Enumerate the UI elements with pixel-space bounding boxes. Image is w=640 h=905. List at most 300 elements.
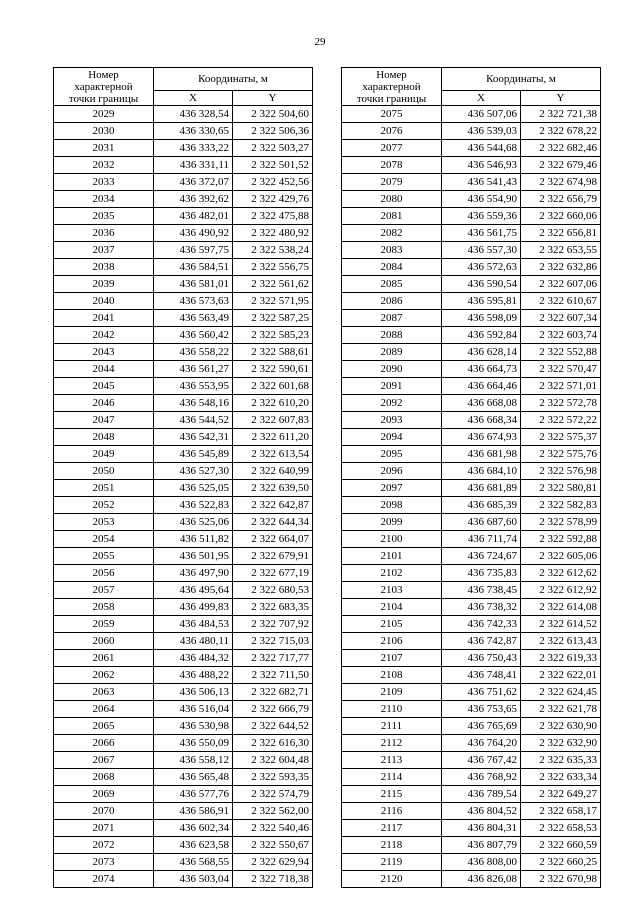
x-coordinate-cell: 436 748,41 (442, 667, 521, 684)
point-number-cell: 2114 (342, 769, 442, 786)
point-number-cell: 2040 (54, 293, 154, 310)
point-number-cell: 2057 (54, 582, 154, 599)
y-coordinate-cell: 2 322 607,06 (521, 276, 601, 293)
x-coordinate-cell: 436 674,93 (442, 429, 521, 446)
x-coordinate-cell: 436 545,89 (154, 446, 233, 463)
x-coordinate-cell: 436 685,39 (442, 497, 521, 514)
table-row (342, 174, 601, 191)
point-number-cell: 2097 (342, 480, 442, 497)
x-coordinate-cell: 436 557,30 (442, 242, 521, 259)
table-row (54, 140, 313, 157)
x-coordinate-cell: 436 807,79 (442, 837, 521, 854)
y-coordinate-cell: 2 322 658,17 (521, 803, 601, 820)
y-coordinate-cell: 2 322 580,81 (521, 480, 601, 497)
point-number-cell: 2083 (342, 242, 442, 259)
y-coordinate-cell: 2 322 677,19 (233, 565, 313, 582)
point-number-cell: 2081 (342, 208, 442, 225)
y-coordinate-cell: 2 322 664,07 (233, 531, 313, 548)
y-coordinate-cell: 2 322 562,00 (233, 803, 313, 820)
table-row (342, 242, 601, 259)
y-coordinate-cell: 2 322 605,06 (521, 548, 601, 565)
point-number-cell: 2113 (342, 752, 442, 769)
table-row (54, 531, 313, 548)
x-coordinate-cell: 436 560,42 (154, 327, 233, 344)
coordinates-table-body (54, 106, 313, 888)
point-number-cell: 2077 (342, 140, 442, 157)
x-coordinate-cell: 436 548,16 (154, 395, 233, 412)
point-number-cell: 2030 (54, 123, 154, 140)
y-coordinate-cell: 2 322 601,68 (233, 378, 313, 395)
x-coordinate-cell: 436 516,04 (154, 701, 233, 718)
x-coordinate-cell: 436 541,43 (442, 174, 521, 191)
point-number-cell: 2115 (342, 786, 442, 803)
point-number-cell: 2093 (342, 412, 442, 429)
point-number-cell: 2090 (342, 361, 442, 378)
point-number-cell: 2084 (342, 259, 442, 276)
x-coordinate-cell: 436 742,87 (442, 633, 521, 650)
y-coordinate-cell: 2 322 632,90 (521, 735, 601, 752)
table-row (54, 565, 313, 582)
x-coordinate-cell: 436 826,08 (442, 871, 521, 888)
x-coordinate-cell: 436 687,60 (442, 514, 521, 531)
table-row (54, 429, 313, 446)
y-coordinate-cell: 2 322 653,55 (521, 242, 601, 259)
table-row (342, 429, 601, 446)
point-number-cell: 2066 (54, 735, 154, 752)
point-number-cell: 2102 (342, 565, 442, 582)
x-coordinate-cell: 436 554,90 (442, 191, 521, 208)
table-row (54, 803, 313, 820)
y-coordinate-cell: 2 322 570,47 (521, 361, 601, 378)
table-row (54, 854, 313, 871)
y-coordinate-cell: 2 322 633,34 (521, 769, 601, 786)
y-header: Y (233, 91, 313, 106)
coordinates-table-body (342, 106, 601, 888)
x-coordinate-cell: 436 501,95 (154, 548, 233, 565)
point-number-cell: 2079 (342, 174, 442, 191)
y-coordinate-cell: 2 322 592,88 (521, 531, 601, 548)
point-number-cell: 2099 (342, 514, 442, 531)
y-coordinate-cell: 2 322 612,92 (521, 582, 601, 599)
point-number-cell: 2076 (342, 123, 442, 140)
table-row (342, 463, 601, 480)
y-coordinate-cell: 2 322 578,99 (521, 514, 601, 531)
x-coordinate-cell: 436 553,95 (154, 378, 233, 395)
point-number-cell: 2056 (54, 565, 154, 582)
y-coordinate-cell: 2 322 660,25 (521, 854, 601, 871)
point-number-cell: 2094 (342, 429, 442, 446)
point-number-cell: 2070 (54, 803, 154, 820)
y-coordinate-cell: 2 322 504,60 (233, 106, 313, 123)
table-row (54, 599, 313, 616)
y-coordinate-cell: 2 322 644,52 (233, 718, 313, 735)
point-number-cell: 2059 (54, 616, 154, 633)
point-number-cell: 2052 (54, 497, 154, 514)
x-coordinate-cell: 436 511,82 (154, 531, 233, 548)
point-number-cell: 2055 (54, 548, 154, 565)
table-row (342, 123, 601, 140)
y-coordinate-cell: 2 322 683,35 (233, 599, 313, 616)
table-row (54, 208, 313, 225)
point-number-cell: 2035 (54, 208, 154, 225)
point-number-cell: 2109 (342, 684, 442, 701)
table-row (342, 854, 601, 871)
y-coordinate-cell: 2 322 635,33 (521, 752, 601, 769)
table-row (342, 412, 601, 429)
point-number-cell: 2074 (54, 871, 154, 888)
x-coordinate-cell: 436 539,03 (442, 123, 521, 140)
x-coordinate-cell: 436 506,13 (154, 684, 233, 701)
table-row (54, 242, 313, 259)
point-number-cell: 2092 (342, 395, 442, 412)
y-coordinate-cell: 2 322 604,48 (233, 752, 313, 769)
point-number-cell: 2038 (54, 259, 154, 276)
point-number-cell: 2087 (342, 310, 442, 327)
table-row (54, 650, 313, 667)
x-coordinate-cell: 436 735,83 (442, 565, 521, 582)
point-number-cell: 2073 (54, 854, 154, 871)
y-coordinate-cell: 2 322 670,98 (521, 871, 601, 888)
x-coordinate-cell: 436 751,62 (442, 684, 521, 701)
point-number-cell: 2112 (342, 735, 442, 752)
x-coordinate-cell: 436 808,00 (442, 854, 521, 871)
y-coordinate-cell: 2 322 607,83 (233, 412, 313, 429)
y-coordinate-cell: 2 322 678,22 (521, 123, 601, 140)
point-number-cell: 2061 (54, 650, 154, 667)
x-coordinate-cell: 436 563,49 (154, 310, 233, 327)
point-number-header-line: характерной (74, 80, 133, 93)
y-coordinate-cell: 2 322 682,71 (233, 684, 313, 701)
y-coordinate-cell: 2 322 613,43 (521, 633, 601, 650)
y-coordinate-cell: 2 322 590,61 (233, 361, 313, 378)
point-number-cell: 2069 (54, 786, 154, 803)
point-number-cell: 2048 (54, 429, 154, 446)
table-row (342, 599, 601, 616)
point-number-cell: 2085 (342, 276, 442, 293)
x-coordinate-cell: 436 664,46 (442, 378, 521, 395)
point-number-cell: 2046 (54, 395, 154, 412)
x-coordinate-cell: 436 372,07 (154, 174, 233, 191)
point-number-cell: 2119 (342, 854, 442, 871)
point-number-cell: 2067 (54, 752, 154, 769)
point-number-cell: 2103 (342, 582, 442, 599)
y-coordinate-cell: 2 322 679,46 (521, 157, 601, 174)
table-row (342, 276, 601, 293)
point-number-cell: 2034 (54, 191, 154, 208)
x-coordinate-cell: 436 598,09 (442, 310, 521, 327)
x-coordinate-cell: 436 507,06 (442, 106, 521, 123)
coordinates-header: Координаты, м (154, 68, 313, 91)
point-number-cell: 2105 (342, 616, 442, 633)
x-coordinate-cell: 436 503,04 (154, 871, 233, 888)
x-coordinate-cell: 436 497,90 (154, 565, 233, 582)
y-coordinate-cell: 2 322 616,30 (233, 735, 313, 752)
y-coordinate-cell: 2 322 656,79 (521, 191, 601, 208)
x-coordinate-cell: 436 590,54 (442, 276, 521, 293)
table-row (54, 837, 313, 854)
y-coordinate-cell: 2 322 658,53 (521, 820, 601, 837)
x-coordinate-cell: 436 804,52 (442, 803, 521, 820)
x-coordinate-cell: 436 544,52 (154, 412, 233, 429)
y-coordinate-cell: 2 322 649,27 (521, 786, 601, 803)
table-row (54, 446, 313, 463)
y-coordinate-cell: 2 322 660,59 (521, 837, 601, 854)
y-coordinate-cell: 2 322 640,99 (233, 463, 313, 480)
x-coordinate-cell: 436 765,69 (442, 718, 521, 735)
x-coordinate-cell: 436 544,68 (442, 140, 521, 157)
x-coordinate-cell: 436 495,64 (154, 582, 233, 599)
x-coordinate-cell: 436 559,36 (442, 208, 521, 225)
point-number-cell: 2042 (54, 327, 154, 344)
x-coordinate-cell: 436 586,91 (154, 803, 233, 820)
point-number-cell: 2032 (54, 157, 154, 174)
table-row (54, 378, 313, 395)
table-row (54, 225, 313, 242)
x-coordinate-cell: 436 488,22 (154, 667, 233, 684)
table-row (342, 157, 601, 174)
table-row (342, 701, 601, 718)
point-number-cell: 2047 (54, 412, 154, 429)
y-coordinate-cell: 2 322 610,20 (233, 395, 313, 412)
y-coordinate-cell: 2 322 711,50 (233, 667, 313, 684)
table-row (54, 157, 313, 174)
x-coordinate-cell: 436 804,31 (442, 820, 521, 837)
table-row (342, 106, 601, 123)
table-row (342, 616, 601, 633)
y-coordinate-cell: 2 322 656,81 (521, 225, 601, 242)
point-number-cell: 2060 (54, 633, 154, 650)
table-row (342, 497, 601, 514)
y-coordinate-cell: 2 322 639,50 (233, 480, 313, 497)
y-header: Y (521, 91, 601, 106)
x-coordinate-cell: 436 330,65 (154, 123, 233, 140)
x-coordinate-cell: 436 525,06 (154, 514, 233, 531)
y-coordinate-cell: 2 322 561,62 (233, 276, 313, 293)
y-coordinate-cell: 2 322 682,46 (521, 140, 601, 157)
table-row (342, 225, 601, 242)
point-number-cell: 2098 (342, 497, 442, 514)
point-number-header-line: характерной (362, 80, 421, 93)
point-number-cell: 2108 (342, 667, 442, 684)
x-coordinate-cell: 436 490,92 (154, 225, 233, 242)
point-number-cell: 2106 (342, 633, 442, 650)
y-coordinate-cell: 2 322 556,75 (233, 259, 313, 276)
y-coordinate-cell: 2 322 630,90 (521, 718, 601, 735)
point-number-cell: 2065 (54, 718, 154, 735)
x-coordinate-cell: 436 522,83 (154, 497, 233, 514)
y-coordinate-cell: 2 322 587,25 (233, 310, 313, 327)
table-row (342, 327, 601, 344)
point-number-cell: 2071 (54, 820, 154, 837)
point-number-cell: 2043 (54, 344, 154, 361)
table-row (342, 803, 601, 820)
table-row (342, 191, 601, 208)
table-row (342, 718, 601, 735)
point-number-cell: 2107 (342, 650, 442, 667)
point-number-cell: 2075 (342, 106, 442, 123)
x-coordinate-cell: 436 484,32 (154, 650, 233, 667)
y-coordinate-cell: 2 322 718,38 (233, 871, 313, 888)
table-row (54, 616, 313, 633)
point-number-cell: 2116 (342, 803, 442, 820)
point-number-cell: 2033 (54, 174, 154, 191)
y-coordinate-cell: 2 322 452,56 (233, 174, 313, 191)
point-number-cell: 2118 (342, 837, 442, 854)
point-number-cell: 2062 (54, 667, 154, 684)
point-number-cell: 2072 (54, 837, 154, 854)
y-coordinate-cell: 2 322 593,35 (233, 769, 313, 786)
y-coordinate-cell: 2 322 612,62 (521, 565, 601, 582)
x-coordinate-cell: 436 668,34 (442, 412, 521, 429)
y-coordinate-cell: 2 322 572,22 (521, 412, 601, 429)
x-coordinate-cell: 436 499,83 (154, 599, 233, 616)
y-coordinate-cell: 2 322 680,53 (233, 582, 313, 599)
point-number-cell: 2037 (54, 242, 154, 259)
y-coordinate-cell: 2 322 607,34 (521, 310, 601, 327)
table-row (54, 480, 313, 497)
x-coordinate-cell: 436 623,58 (154, 837, 233, 854)
x-coordinate-cell: 436 482,01 (154, 208, 233, 225)
x-coordinate-cell: 436 764,20 (442, 735, 521, 752)
point-number-header-line: Номер (88, 68, 119, 81)
y-coordinate-cell: 2 322 571,01 (521, 378, 601, 395)
y-coordinate-cell: 2 322 575,76 (521, 446, 601, 463)
point-number-cell: 2080 (342, 191, 442, 208)
point-number-cell: 2063 (54, 684, 154, 701)
coordinates-table-left (53, 67, 313, 888)
x-coordinate-cell: 436 525,05 (154, 480, 233, 497)
point-number-header (342, 68, 442, 106)
page-number: 29 (314, 36, 326, 48)
point-number-cell: 2039 (54, 276, 154, 293)
x-coordinate-cell: 436 392,62 (154, 191, 233, 208)
y-coordinate-cell: 2 322 610,67 (521, 293, 601, 310)
point-number-cell: 2051 (54, 480, 154, 497)
y-coordinate-cell: 2 322 619,33 (521, 650, 601, 667)
y-coordinate-cell: 2 322 588,61 (233, 344, 313, 361)
table-row (342, 259, 601, 276)
point-number-cell: 2068 (54, 769, 154, 786)
table-row (342, 650, 601, 667)
y-coordinate-cell: 2 322 644,34 (233, 514, 313, 531)
x-coordinate-cell: 436 328,54 (154, 106, 233, 123)
table-row (342, 548, 601, 565)
table-row (54, 582, 313, 599)
point-number-header-line: Номер (376, 68, 407, 81)
table-row (54, 701, 313, 718)
x-coordinate-cell: 436 789,54 (442, 786, 521, 803)
table-row (342, 735, 601, 752)
x-coordinate-cell: 436 584,51 (154, 259, 233, 276)
table-row (54, 293, 313, 310)
table-row (54, 463, 313, 480)
y-coordinate-cell: 2 322 572,78 (521, 395, 601, 412)
y-coordinate-cell: 2 322 506,36 (233, 123, 313, 140)
point-number-cell: 2096 (342, 463, 442, 480)
table-row (342, 344, 601, 361)
y-coordinate-cell: 2 322 613,54 (233, 446, 313, 463)
y-coordinate-cell: 2 322 429,76 (233, 191, 313, 208)
x-coordinate-cell: 436 558,22 (154, 344, 233, 361)
table-row (54, 820, 313, 837)
point-number-cell: 2054 (54, 531, 154, 548)
x-header: X (442, 91, 521, 106)
x-coordinate-cell: 436 527,30 (154, 463, 233, 480)
y-coordinate-cell: 2 322 707,92 (233, 616, 313, 633)
y-coordinate-cell: 2 322 614,08 (521, 599, 601, 616)
x-coordinate-cell: 436 738,45 (442, 582, 521, 599)
point-number-cell: 2078 (342, 157, 442, 174)
table-row (54, 514, 313, 531)
table-row (54, 123, 313, 140)
table-row (342, 786, 601, 803)
point-number-cell: 2058 (54, 599, 154, 616)
y-coordinate-cell: 2 322 629,94 (233, 854, 313, 871)
y-coordinate-cell: 2 322 576,98 (521, 463, 601, 480)
table-row (342, 361, 601, 378)
point-number-cell: 2117 (342, 820, 442, 837)
table-row (54, 412, 313, 429)
table-row (54, 735, 313, 752)
table-row (342, 208, 601, 225)
table-row (342, 871, 601, 888)
table-row (54, 106, 313, 123)
point-number-cell: 2031 (54, 140, 154, 157)
y-coordinate-cell: 2 322 721,38 (521, 106, 601, 123)
x-coordinate-cell: 436 573,63 (154, 293, 233, 310)
point-number-cell: 2041 (54, 310, 154, 327)
y-coordinate-cell: 2 322 642,87 (233, 497, 313, 514)
table-row (342, 378, 601, 395)
point-number-header (54, 68, 154, 106)
table-row (342, 480, 601, 497)
table-row (54, 327, 313, 344)
table-row (54, 174, 313, 191)
point-number-cell: 2049 (54, 446, 154, 463)
table-row (54, 633, 313, 650)
y-coordinate-cell: 2 322 715,03 (233, 633, 313, 650)
table-row (54, 769, 313, 786)
y-coordinate-cell: 2 322 571,95 (233, 293, 313, 310)
x-coordinate-cell: 436 711,74 (442, 531, 521, 548)
x-coordinate-cell: 436 530,98 (154, 718, 233, 735)
y-coordinate-cell: 2 322 624,45 (521, 684, 601, 701)
x-coordinate-cell: 436 595,81 (442, 293, 521, 310)
x-header: X (154, 91, 233, 106)
point-number-cell: 2088 (342, 327, 442, 344)
point-number-cell: 2053 (54, 514, 154, 531)
x-coordinate-cell: 436 681,89 (442, 480, 521, 497)
y-coordinate-cell: 2 322 540,46 (233, 820, 313, 837)
table-row (342, 310, 601, 327)
table-row (54, 276, 313, 293)
table-row (342, 140, 601, 157)
table-row (54, 752, 313, 769)
x-coordinate-cell: 436 738,32 (442, 599, 521, 616)
table-row (54, 395, 313, 412)
point-number-cell: 2104 (342, 599, 442, 616)
coordinates-table-right (341, 67, 601, 888)
point-number-header-line: точки границы (356, 92, 427, 105)
y-coordinate-cell: 2 322 480,92 (233, 225, 313, 242)
point-number-cell: 2064 (54, 701, 154, 718)
x-coordinate-cell: 436 550,09 (154, 735, 233, 752)
y-coordinate-cell: 2 322 614,52 (521, 616, 601, 633)
y-coordinate-cell: 2 322 475,88 (233, 208, 313, 225)
y-coordinate-cell: 2 322 632,86 (521, 259, 601, 276)
table-row (342, 837, 601, 854)
point-number-cell: 2095 (342, 446, 442, 463)
